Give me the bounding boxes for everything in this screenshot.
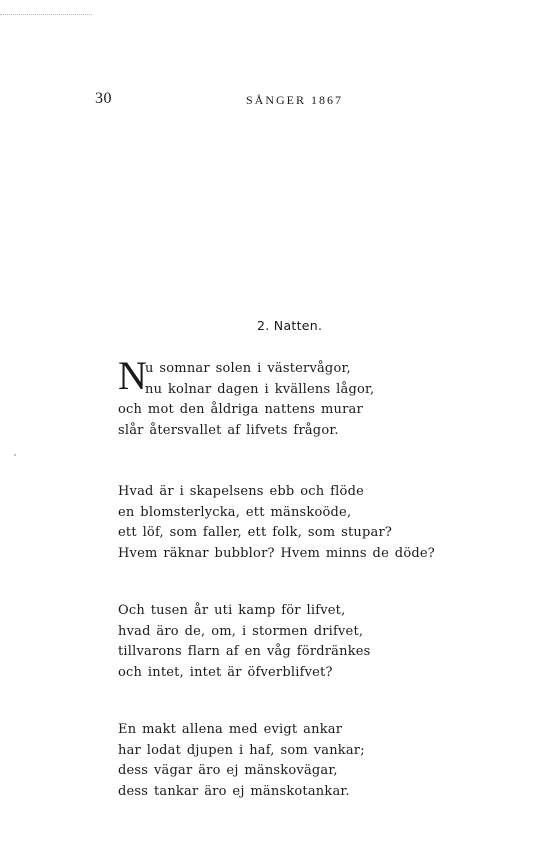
page-number: 30 [95, 90, 112, 107]
stanza-line: slår återsvallet af lifvets frågor. [118, 422, 339, 438]
stanza-line: har lodat djupen i haf, som vankar; [118, 742, 365, 758]
poem-title: 2. Natten. [257, 318, 323, 333]
stanza-line: ett löf, som faller, ett folk, som stupar? [118, 525, 393, 540]
stanza-line: u somnar solen i västervågor, [145, 361, 351, 376]
stanza-2 [118, 482, 435, 564]
drop-cap: N [118, 353, 147, 398]
stanza-line: En makt allena med evigt ankar [118, 722, 343, 737]
stanza-3 [118, 601, 371, 683]
scan-speck [14, 454, 16, 456]
stanza-line: dess tankar äro ej mänskotankar. [118, 783, 350, 799]
stanza-4 [118, 720, 365, 802]
stanza-line: och intet, intet är öfverblifvet? [118, 664, 333, 680]
scan-edge-mark [0, 14, 92, 15]
running-head: SÅNGER 1867 [246, 93, 344, 107]
stanza-line: hvad äro de, om, i stormen drifvet, [118, 623, 364, 639]
stanza-line: Hvad är i skapelsens ebb och flöde [118, 484, 364, 499]
stanza-line: en blomsterlycka, ett mänskoöde, [118, 504, 352, 520]
stanza-line: nu kolnar dagen i kvällens lågor, [145, 381, 375, 397]
stanza-line: tillvarons flarn af en våg fördränkes [118, 644, 371, 659]
stanza-line: Hvem räknar bubblor? Hvem minns de döde? [118, 545, 435, 561]
stanza-line: dess vägar äro ej mänskovägar, [118, 763, 338, 778]
stanza-1 [118, 359, 374, 441]
stanza-line: Och tusen år uti kamp för lifvet, [118, 603, 346, 618]
stanza-line: och mot den åldriga nattens murar [118, 402, 363, 417]
